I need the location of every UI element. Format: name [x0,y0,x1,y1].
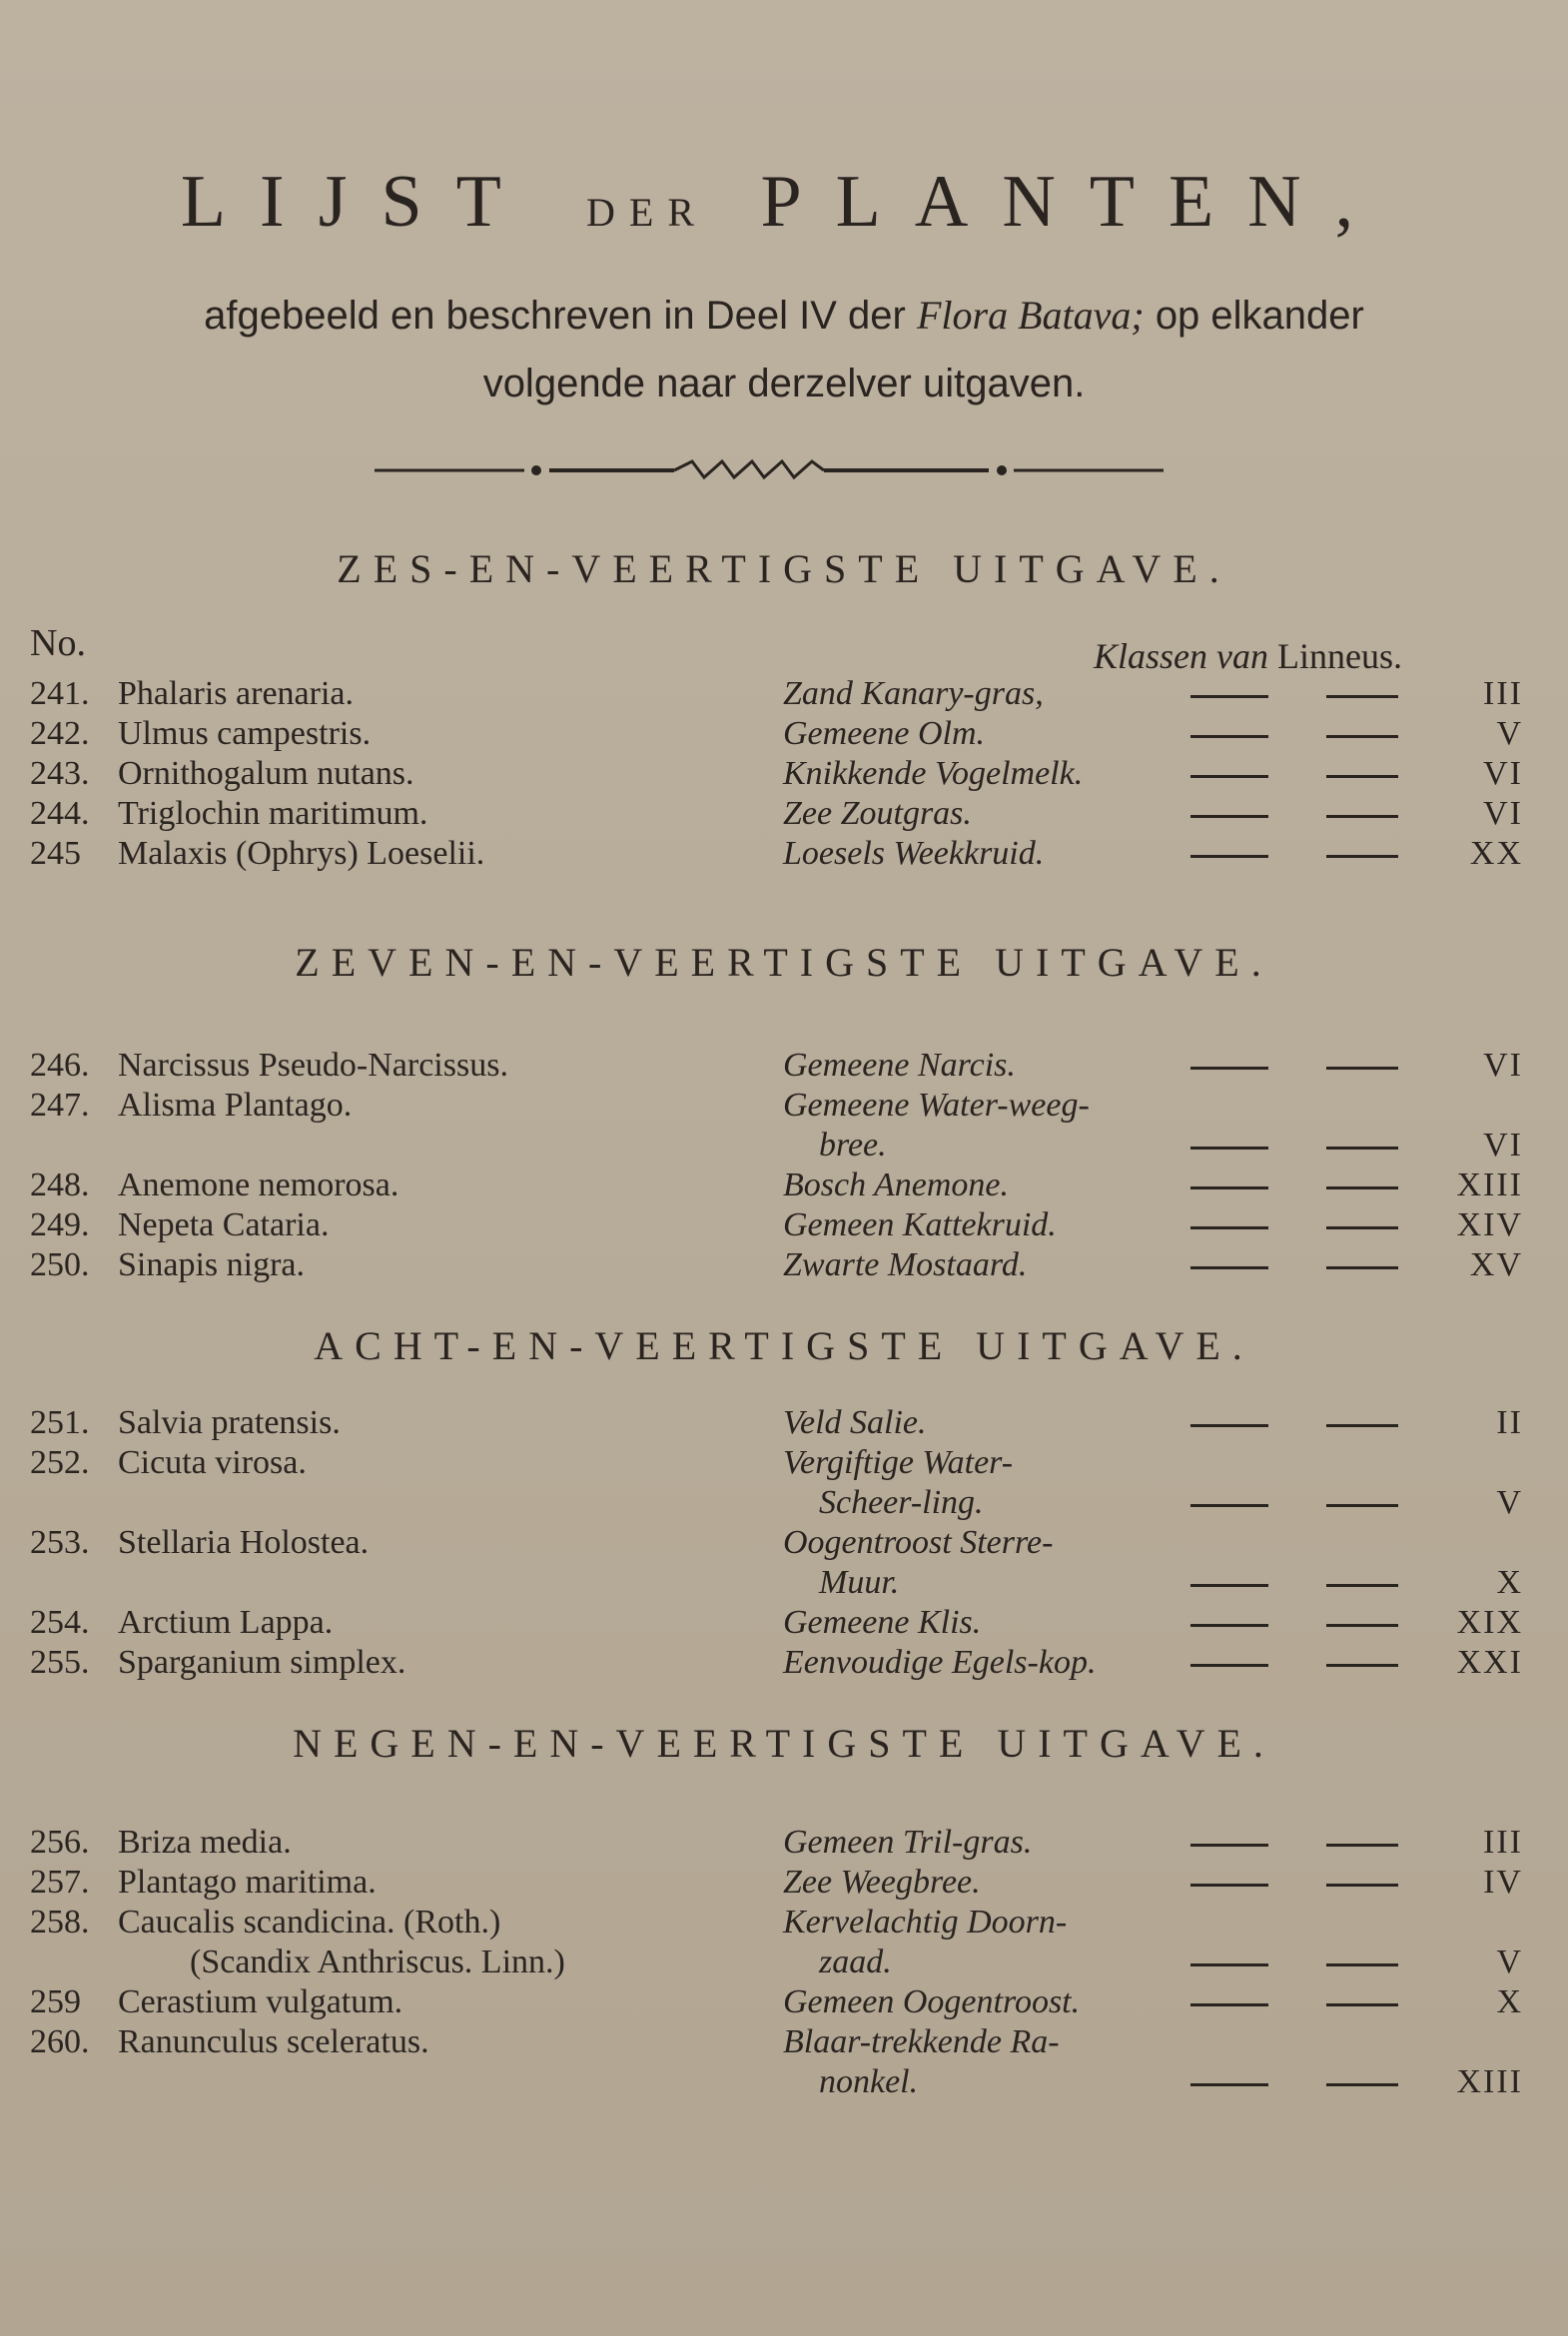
linnaeus-class: VI [1483,795,1523,832]
entry-number: 258. [30,1904,90,1941]
table-row [0,1644,1568,1684]
latin-name: Salvia pratensis. [118,1404,341,1441]
entry-number: 255. [30,1644,90,1681]
latin-name: Ranunculus sceleratus. [118,2023,429,2060]
table-row [0,1246,1568,1286]
dash-divider [1326,1884,1398,1887]
table-row [0,675,1568,715]
entry-number: 254. [30,1604,90,1641]
dash-divider [1190,1844,1268,1847]
dash-divider [1190,815,1268,818]
dutch-name: Zee Weegbree. [783,1864,981,1901]
subtitle-line1-pre: afgebeeld en beschreven in Deel IV der [204,294,906,338]
latin-name: Cerastium vulgatum. [118,1983,403,2020]
dash-divider [1190,1884,1268,1887]
dash-divider [1190,695,1268,698]
table-row [0,1864,1568,1904]
latin-name: Malaxis (Ophrys) Loeselii. [118,835,485,872]
subtitle-flora-batava: Flora Batava; [916,293,1145,338]
entry-number: 257. [30,1864,90,1901]
page-title [0,160,1568,245]
dash-divider [1326,735,1398,738]
latin-name: Nepeta Cataria. [118,1206,330,1243]
linnaeus-class: XIII [1456,2063,1523,2100]
dash-divider [1190,1266,1268,1269]
dutch-name: Loesels Weekkruid. [783,835,1045,872]
linnaeus-class: IV [1483,1864,1523,1901]
latin-name: Ornithogalum nutans. [118,755,414,792]
table-row [0,1167,1568,1206]
latin-synonym: (Scandix Anthriscus. Linn.) [190,1944,565,1980]
linnaeus-class: XXI [1456,1644,1523,1681]
entry-number: 248. [30,1167,90,1203]
dash-divider [1326,1424,1398,1427]
dash-divider [1190,2083,1268,2086]
table-row-continued [0,1484,1568,1524]
subtitle [70,282,1498,417]
dash-divider [1326,815,1398,818]
latin-name: Briza media. [118,1824,292,1861]
section-heading-47: ZEVEN-EN-VEERTIGSTE UITGAVE. [295,940,1273,985]
dash-divider [1190,2003,1268,2006]
dash-divider [1326,1963,1398,1966]
section-heading-49: NEGEN-EN-VEERTIGSTE UITGAVE. [293,1721,1275,1766]
table-row-continued [0,1564,1568,1604]
dash-divider [1326,1147,1398,1150]
linnaeus-class: II [1496,1404,1523,1441]
linnaeus-class: VI [1483,1047,1523,1084]
dash-divider [1326,1266,1398,1269]
table-row [0,1087,1568,1127]
table-row [0,1604,1568,1644]
table-row [0,755,1568,795]
entry-number: 250. [30,1246,90,1283]
dutch-name: Gemeene Water-weeg- [783,1087,1090,1124]
entry-number: 244. [30,795,90,832]
column-label-klassen [1094,635,1402,677]
entry-number: 241. [30,675,90,712]
table-row-continued [0,1127,1568,1167]
table-row-continued [0,1944,1568,1983]
latin-name: Arctium Lappa. [118,1604,334,1641]
title-word-planten: PLANTEN, [760,161,1388,243]
linnaeus-class: XV [1469,1246,1523,1283]
latin-name: Triglochin maritimum. [118,795,428,832]
table-row [0,1904,1568,1944]
dash-divider [1190,1664,1268,1667]
linnaeus-class: V [1496,715,1523,752]
linnaeus-class: VI [1483,755,1523,792]
table-row [0,1824,1568,1864]
dash-divider [1190,775,1268,778]
linnaeus-class: VI [1483,1127,1523,1164]
subtitle-line2: volgende naar derzelver uitgaven. [482,362,1086,405]
dutch-name: Gemeen Kattekruid. [783,1206,1057,1243]
dash-divider [1326,1584,1398,1587]
table-row [0,795,1568,835]
dash-divider [1190,1186,1268,1189]
dash-divider [1326,1067,1398,1070]
dutch-name: Gemeen Tril-gras. [783,1824,1033,1861]
entry-number: 245 [30,835,81,872]
dash-divider [1326,1226,1398,1229]
dutch-name-continued: nonkel. [819,2063,919,2100]
latin-name: Anemone nemorosa. [118,1167,399,1203]
entry-number: 249. [30,1206,90,1243]
latin-name: Cicuta virosa. [118,1444,307,1481]
latin-name: Stellaria Holostea. [118,1524,370,1561]
table-row [0,835,1568,875]
dash-divider [1326,1504,1398,1507]
entry-number: 260. [30,2023,90,2060]
entry-number: 246. [30,1047,90,1084]
table-row [0,1404,1568,1444]
linnaeus-class: V [1496,1484,1523,1521]
entry-number: 252. [30,1444,90,1481]
entry-number: 247. [30,1087,90,1124]
dutch-name: Gemeene Olm. [783,715,986,752]
latin-name: Alisma Plantago. [118,1087,353,1124]
dutch-name: Gemeene Klis. [783,1604,982,1641]
dash-divider [1190,1424,1268,1427]
dash-divider [1326,1624,1398,1627]
latin-name: Sparganium simplex. [118,1644,406,1681]
dutch-name: Veld Salie. [783,1404,927,1441]
linnaeus-class: X [1496,1564,1523,1601]
dash-divider [1190,1624,1268,1627]
dutch-name-continued: Scheer-ling. [819,1484,984,1521]
dash-divider [1190,1147,1268,1150]
linnaeus-class: XIII [1456,1167,1523,1203]
dash-divider [1326,1186,1398,1189]
dash-divider [1326,855,1398,858]
latin-name: Ulmus campestris. [118,715,372,752]
dutch-name: Blaar-trekkende Ra- [783,2023,1060,2060]
dash-divider [1326,2083,1398,2086]
linnaeus-class: V [1496,1944,1523,1980]
entry-number: 259 [30,1983,81,2020]
dash-divider [1326,1664,1398,1667]
table-row-continued [0,2063,1568,2103]
linnaeus-class: XIV [1456,1206,1523,1243]
dash-divider [1190,1963,1268,1966]
table-row [0,1524,1568,1564]
entry-number: 256. [30,1824,90,1861]
dutch-name-continued: bree. [819,1127,887,1164]
latin-name: Phalaris arenaria. [118,675,354,712]
table-row [0,1047,1568,1087]
subtitle-line1-post: op elkander [1155,294,1364,338]
dash-divider [1326,775,1398,778]
dash-divider [1326,1844,1398,1847]
dutch-name: Oogentroost Sterre- [783,1524,1054,1561]
table-row [0,715,1568,755]
title-word-der: DER [586,190,709,235]
linnaeus-class: XX [1469,835,1523,872]
latin-name: Narcissus Pseudo-Narcissus. [118,1047,508,1084]
table-row [0,1444,1568,1484]
dash-divider [1190,855,1268,858]
klassen-plain: Linneus. [1277,636,1402,676]
section-heading-48: ACHT-EN-VEERTIGSTE UITGAVE. [314,1323,1254,1368]
dutch-name: Gemeen Oogentroost. [783,1983,1081,2020]
entry-number: 251. [30,1404,90,1441]
decorative-rule-ornament [375,459,1164,481]
dash-divider [1190,1226,1268,1229]
dash-divider [1190,735,1268,738]
linnaeus-class: X [1496,1983,1523,2020]
dutch-name: Zand Kanary-gras, [783,675,1044,712]
dutch-name-continued: zaad. [819,1944,892,1980]
entry-number: 242. [30,715,90,752]
table-row [0,1206,1568,1246]
dash-divider [1190,1504,1268,1507]
klassen-italic: Klassen van [1094,636,1268,676]
table-row [0,1983,1568,2023]
dash-divider [1190,1067,1268,1070]
dash-divider [1326,2003,1398,2006]
linnaeus-class: III [1483,1824,1523,1861]
dash-divider [1190,1584,1268,1587]
dash-divider [1326,695,1398,698]
linnaeus-class: XIX [1456,1604,1523,1641]
dutch-name: Zee Zoutgras. [783,795,972,832]
latin-name: Plantago maritima. [118,1864,377,1901]
dutch-name-continued: Muur. [819,1564,900,1601]
section-heading-46: ZES-EN-VEERTIGSTE UITGAVE. [337,546,1231,591]
entry-number: 243. [30,755,90,792]
column-label-no: No. [30,622,86,664]
dutch-name: Vergiftige Water- [783,1444,1014,1481]
dutch-name: Gemeene Narcis. [783,1047,1016,1084]
dutch-name: Bosch Anemone. [783,1167,1009,1203]
dutch-name: Kervelachtig Doorn- [783,1904,1068,1941]
linnaeus-class: III [1483,675,1523,712]
latin-name: Sinapis nigra. [118,1246,305,1283]
title-word-lijst: LIJST [180,161,534,243]
dutch-name: Zwarte Mostaard. [783,1246,1028,1283]
latin-name: Caucalis scandicina. (Roth.) [118,1904,501,1941]
dutch-name: Eenvoudige Egels-kop. [783,1644,1097,1681]
dutch-name: Knikkende Vogelmelk. [783,755,1084,792]
entry-number: 253. [30,1524,90,1561]
table-row [0,2023,1568,2063]
